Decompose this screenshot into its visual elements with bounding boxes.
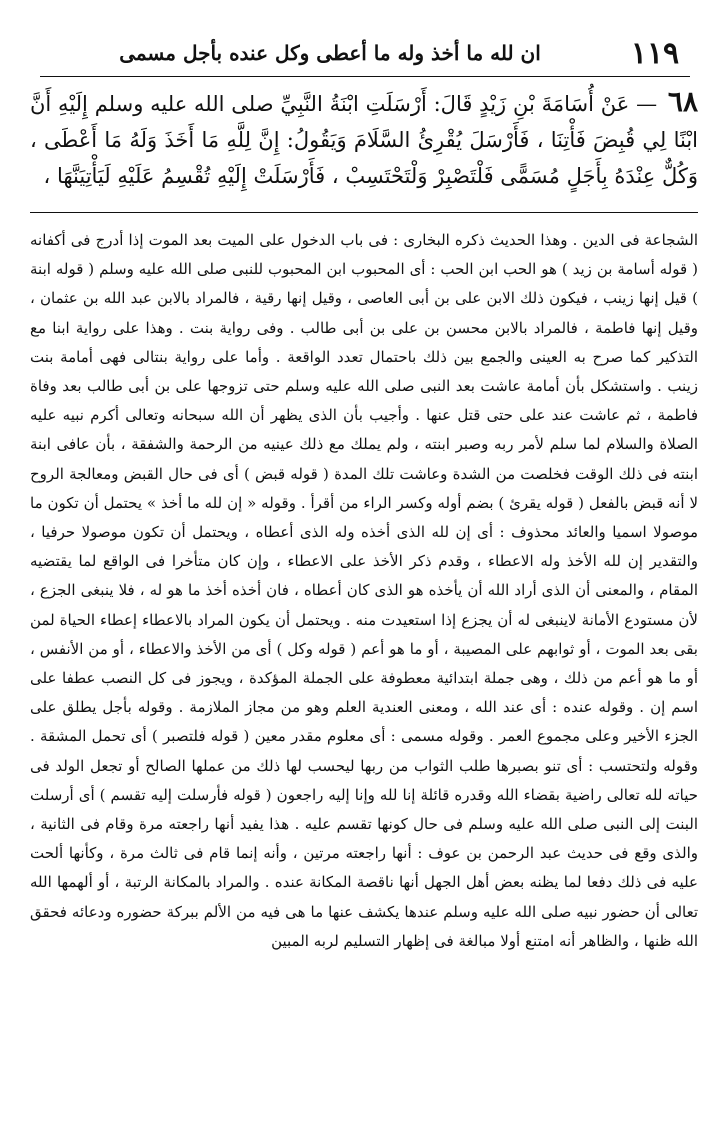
page-header [40, 30, 690, 77]
hadith-number: ٦٨ [667, 85, 698, 118]
section-divider [30, 212, 698, 213]
hadith-dash: — [636, 92, 658, 116]
hadith-text-block [30, 84, 698, 194]
page-number: ١١٩ [630, 35, 680, 71]
hadith-text: عَنْ أُسَامَةَ بْنِ زَيْدٍ قَالَ: أَرْسَلَتِ ابْنَةُ النَّبِيِّ صلى الله عليه وسلم إِلَيْهِ أَنَّ ابْنًا لِي قُبِضَ فَأْتِنَا ، فَأَرْسَلَ يُقْرِئُ السَّلَامَ وَيَقُولُ: إِنَّ لِلَّهِ مَا أَخَذَ وَلَهُ مَا أَعْطَى ، وَكُلٌّ عِنْدَهُ بِأَجَلٍ مُسَمًّى فَلْتَصْبِرْ وَلْتَحْتَسِبْ ، فَأَرْسَلَتْ إِلَيْهِ تُقْسِمُ عَلَيْهِ لَيَأْتِيَنَّهَا ، [30, 92, 698, 188]
commentary-text: الشجاعة فى الدين . وهذا الحديث ذكره البخارى : فى باب الدخول على الميت بعد الموت إذا أدرج فى أكفانه ( قوله أسامة بن زيد ) هو الحب ابن الحب : أى المحبوب ابن المحبوب للنبى صلى الله عليه وسلم ( قوله ابنة ) قيل إنها زينب ، فيكون ذلك الابن على بن أبى العاصى ، وقيل إنها رقية ، فالمراد بالابن عبد الله بن عثمان ، وقيل إنها فاطمة ، فالمراد بالابن محسن بن على بن أبى طالب . وفى رواية بنت . وهذا على رواية ابنا مع التذكير كما صرح به العينى والجمع بين ذلك باحتمال تعدد الواقعة . وأما على رواية بنتالى فهى أمامة بنت زينب . واستشكل بأن أمامة عاشت بعد النبى صلى الله عليه وسلم حتى تزوجها على بن أبى طالب بعد وفاة فاطمة ، ثم عاشت عند على حتى قتل عنها . وأجيب بأن الذى يظهر أن الله سبحانه وتعالى أكرم نبيه عليه الصلاة والسلام لما سلم لأمر ربه وصبر ابنته ، ولم يملك مع ذلك عينيه من الرحمة والشفقة ، بأن عافى ابنة ابنته فى ذلك الوقت فخلصت من الشدة وعاشت تلك المدة ( قوله قبض ) أى فى حال القبض ومعالجة الروح لا أنه قبض بالفعل ( قوله يقرئ ) بضم أوله وكسر الراء من أقرأ . وقوله « إن لله ما أخذ » يحتمل أن تكون ما موصولا اسميا والعائد محذوف : أى إن لله الذى أخذه وله الذى أعطاه ، ويحتمل أن تكون موصولا حرفيا ، والتقدير إن لله الأخذ وله الاعطاء ، وقدم ذكر الأخذ على الاعطاء ، وإن كان متأخرا فى الواقع لما يقتضيه المقام ، والمعنى أن الذى أراد الله أن يأخذه هو الذى كان أعطاه ، فان أخذه أخذ ما هو له ، فلا ينبغى الجزع ، لأن مستودع الأمانة لاينبغى له أن يجزع إذا استعيدت منه . ويحتمل أن يكون المراد بالاعطاء إعطاء الحياة لمن بقى بعد الموت ، أو ثوابهم على المصيبة ، أو ما هو أعم ( قوله وكل ) أى من الأخذ والاعطاء ، أو من الأنفس ، أو ما هو أعم من ذلك ، وهى جملة ابتدائية معطوفة على الجملة المؤكدة ، ويجوز فى كل النصب عطفا على اسم إن . وقوله عنده : أى عند الله ، ومعنى العندية العلم وهو من مجاز الملازمة . وقوله بأجل يطلق على الجزء الأخير وعلى مجموع العمر . وقوله مسمى : أى معلوم مقدر معين ( قوله فلتصبر ) أى تحمل المشقة . وقوله ولتحتسب : أى تنو بصبرها طلب الثواب من ربها ليحسب لها ذلك من عملها الصالح أو تجعل الولد فى حياته لله تعالى راضية بقضاء الله وقدره قائلة إنا لله وإنا إليه راجعون ( قوله فأرسلت إليه تقسم ) أى أرسلت البنت إلى النبى صلى الله عليه وسلم فى حال كونها تقسم عليه . هذا يفيد أنها راجعته مرة وقام فى الثانية ، والذى وقع فى حديث عبد الرحمن بن عوف : أنها راجعته مرتين ، وأنه إنما قام فى ثالث مرة ، وكأنها ألحت عليه فى ذلك دفعا لما يظنه بعض أهل الجهل أنها ناقصة المكانة عنده . والمراد بالمكانة الرتبة ، أو ألهمها الله تعالى أن حضور نبيه صلى الله عليه وسلم عندها يكشف عنها ما هى فيه من الألم ببركة حضوره ودعائه فحقق الله ظنها ، والظاهر أنه امتنع أولا مبالغة فى إظهار التسليم لربه المبين [30, 231, 698, 950]
running-title: ان لله ما أخذ وله ما أعطى وكل عنده بأجل مسمى [119, 41, 541, 65]
commentary-block [30, 226, 698, 956]
